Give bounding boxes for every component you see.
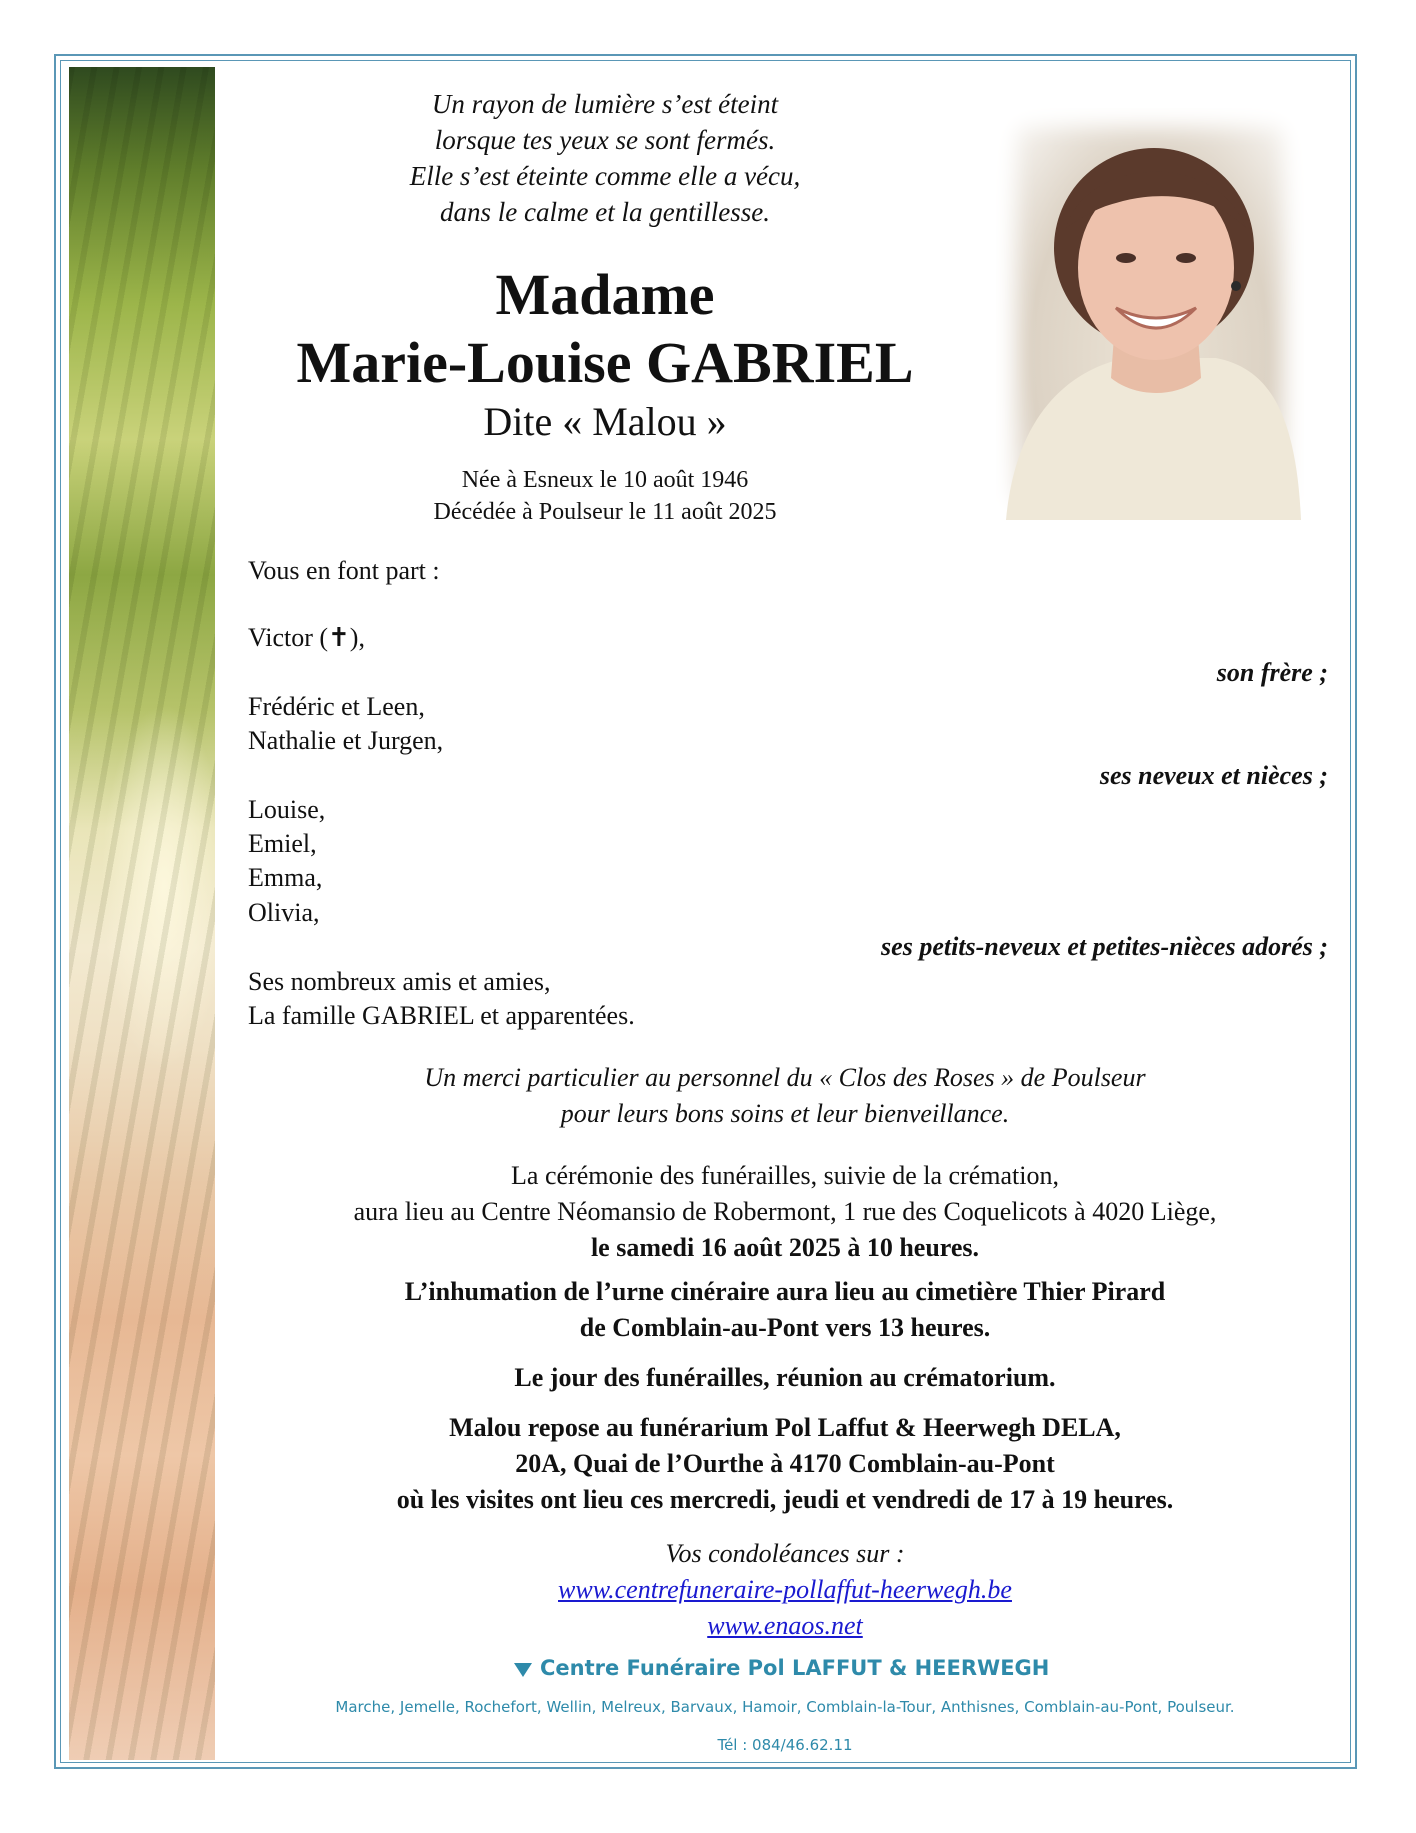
family-member: Emiel,	[248, 829, 317, 858]
thanks-line: Un merci particulier au personnel du « Clos des Roses » de Poulseur	[424, 1063, 1146, 1092]
announcement-intro: Vous en font part :	[248, 556, 440, 585]
funeral-home-label: Centre Funéraire Pol LAFFUT & HEERWEGH	[540, 1656, 1050, 1680]
family-member: Victor (✝),	[248, 623, 365, 652]
poem-line: lorsque tes yeux se sont fermés.	[434, 125, 776, 155]
inhumation-info	[230, 1274, 1340, 1346]
family-member: Louise,	[248, 795, 326, 824]
reunion-info: Le jour des funérailles, réunion au crématorium.	[514, 1363, 1056, 1392]
family-member: Emma,	[248, 863, 323, 892]
family-member: Frédéric et Leen,	[248, 692, 425, 721]
funeral-home-name	[510, 1656, 1049, 1680]
visits-line: où les visites ont lieu ces mercredi, jeudi et vendredi de 17 à 19 heures.	[396, 1485, 1174, 1514]
poem	[230, 86, 980, 230]
nickname: Dite « Malou »	[483, 399, 727, 444]
thanks-message	[230, 1060, 1340, 1132]
deceased-name: Marie-Louise GABRIEL	[296, 330, 914, 395]
funeral-home-phone: Tél : 084/46.62.11	[717, 1736, 853, 1754]
visits-line: Malou repose au funérarium Pol Laffut & Heerwegh DELA,	[449, 1413, 1121, 1442]
salutation: Madame	[495, 262, 715, 327]
inhumation-line: L’inhumation de l’urne cinéraire aura lieu au cimetière Thier Pirard	[404, 1277, 1166, 1306]
ceremony-line: aura lieu au Centre Néomansio de Robermont, 1 rue des Coquelicots à 4020 Liège,	[353, 1197, 1217, 1226]
life-dates	[230, 464, 980, 528]
poem-line: Un rayon de lumière s’est éteint	[431, 89, 779, 119]
visits-info	[230, 1410, 1340, 1518]
relationship-label: ses neveux et nièces ;	[1099, 761, 1328, 790]
ceremony-info	[230, 1158, 1340, 1266]
ceremony-line: La cérémonie des funérailles, suivie de la crémation,	[511, 1161, 1059, 1190]
ceremony-date: le samedi 16 août 2025 à 10 heures.	[590, 1233, 980, 1262]
inhumation-line: de Comblain-au-Pont vers 13 heures.	[579, 1313, 991, 1342]
visits-line: 20A, Quai de l’Ourthe à 4170 Comblain-au-Pont	[515, 1449, 1055, 1478]
relationship-label: ses petits-neveux et petites-nièces adorés ;	[881, 932, 1328, 961]
relationship-label: son frère ;	[1216, 658, 1328, 687]
poem-line: Elle s’est éteinte comme elle a vécu,	[409, 161, 801, 191]
thanks-line: pour leurs bons soins et leur bienveillance.	[560, 1099, 1010, 1128]
enaos-link[interactable]: www.enaos.net	[707, 1611, 863, 1640]
website-link[interactable]: www.centrefuneraire-pollaffut-heerwegh.be	[558, 1575, 1012, 1604]
poem-line: dans le calme et la gentillesse.	[440, 197, 770, 227]
family-member: Nathalie et Jurgen,	[248, 726, 444, 755]
forest-path-photo	[69, 67, 215, 1760]
condolences-label: Vos condoléances sur :	[665, 1539, 905, 1568]
birth-line: Née à Esneux le 10 août 1946	[461, 467, 749, 493]
portrait-photo	[996, 108, 1304, 520]
death-line: Décédée à Poulseur le 11 août 2025	[433, 499, 777, 525]
funeral-home-locations: Marche, Jemelle, Rochefort, Wellin, Melreux, Barvaux, Hamoir, Comblain-la-Tour, Anthisnes, Comblain-au-Pont, Poulseur.	[335, 1698, 1235, 1716]
family-member: Olivia,	[248, 898, 320, 927]
condolences	[230, 1536, 1340, 1644]
family-member: Ses nombreux amis et amies,	[248, 967, 551, 996]
family-member: La famille GABRIEL et apparentées.	[248, 1001, 635, 1030]
